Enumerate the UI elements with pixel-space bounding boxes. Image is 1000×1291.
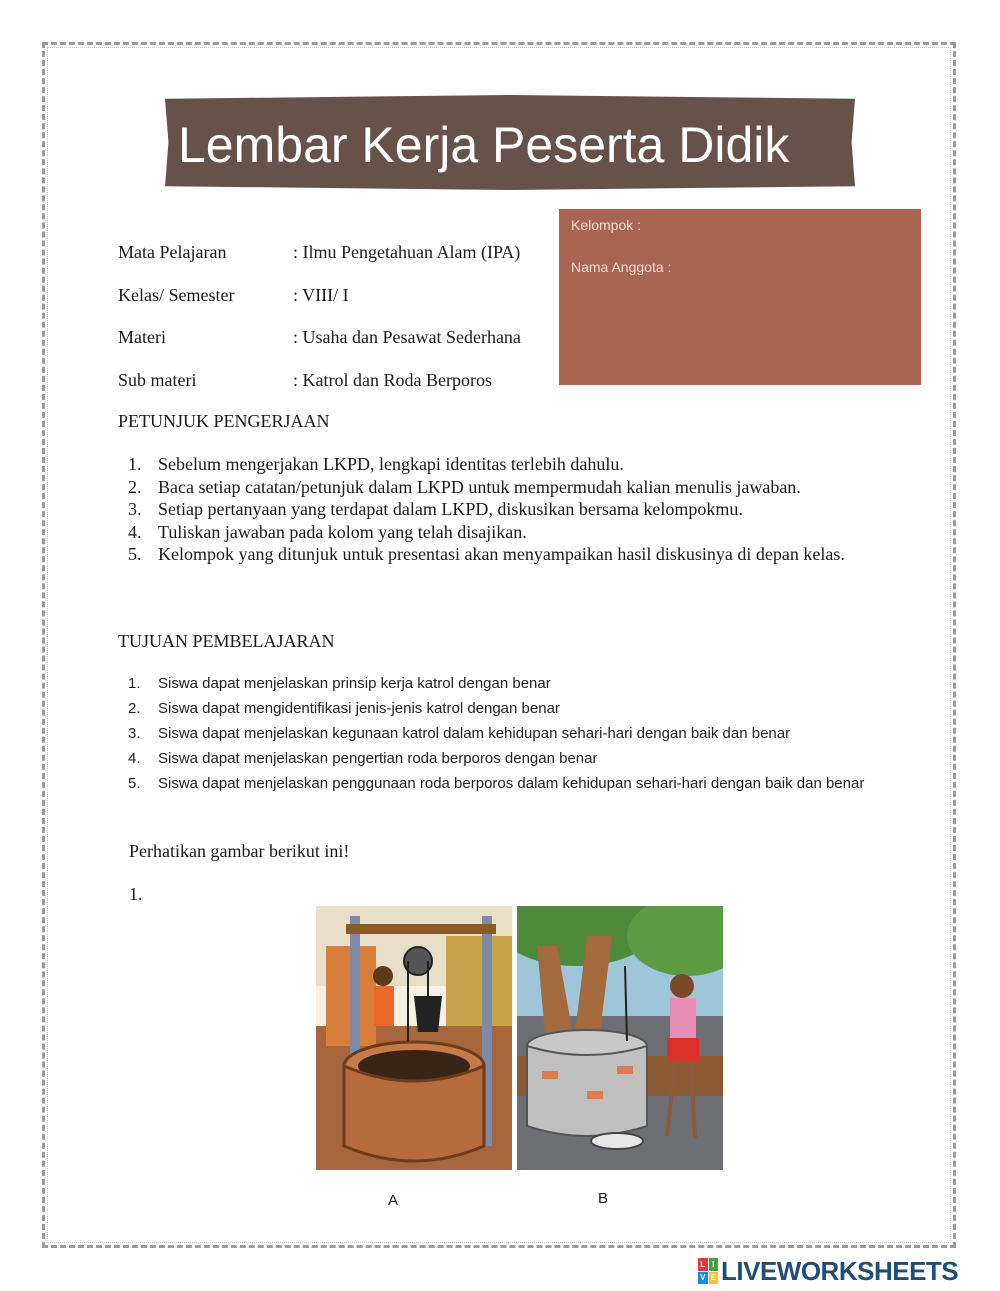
page-title: Lembar Kerja Peserta Didik xyxy=(178,117,790,173)
liveworksheets-logo[interactable] xyxy=(698,1256,958,1286)
liveworksheets-mark-icon: L I V E xyxy=(698,1258,718,1284)
liveworksheets-brand: LIVEWORKSHEETS xyxy=(721,1255,959,1286)
list-item: 2. Baca setiap catatan/petunjuk dalam LKPD untuk mempermudah kalian menulis jawaban. xyxy=(128,476,801,497)
list-item: 3. Siswa dapat menjelaskan kegunaan katrol dalam kehidupan sehari-hari dengan baik dan benar xyxy=(128,725,791,742)
info-label-mapel: Mata Pelajaran xyxy=(118,242,227,262)
info-value-mapel: : Ilmu Pengetahuan Alam (IPA) xyxy=(293,242,521,262)
info-value-submateri: : Katrol dan Roda Berporos xyxy=(293,370,492,390)
list-item: 4. Siswa dapat menjelaskan pengertian roda berporos dengan benar xyxy=(128,750,598,767)
image-a-well-pulley xyxy=(316,906,512,1170)
nama-anggota-label: Nama Anggota : xyxy=(571,259,672,275)
list-item: 4. Tuliskan jawaban pada kolom yang telah disajikan. xyxy=(128,521,527,542)
info-label-materi: Materi xyxy=(118,327,166,347)
info-label-submateri: Sub materi xyxy=(118,370,197,390)
perhatikan-text: Perhatikan gambar berikut ini! xyxy=(129,841,350,861)
caption-a: A xyxy=(388,1192,399,1209)
info-value-materi: : Usaha dan Pesawat Sederhana xyxy=(293,327,521,347)
kelompok-label: Kelompok : xyxy=(571,217,642,233)
list-item: 5. Siswa dapat menjelaskan penggunaan roda berporos dalam kehidupan sehari-hari dengan baik dan benar xyxy=(128,775,865,792)
petunjuk-heading: PETUNJUK PENGERJAAN xyxy=(118,411,330,431)
image-b-well-axle xyxy=(517,906,723,1170)
caption-b: B xyxy=(598,1190,609,1207)
list-item: 3. Setiap pertanyaan yang terdapat dalam LKPD, diskusikan bersama kelompokmu. xyxy=(128,499,743,519)
list-item: 5. Kelompok yang ditunjuk untuk presentasi akan menyampaikan hasil diskusinya di depan kelas. xyxy=(128,544,845,564)
list-item: 1. Sebelum mengerjakan LKPD, lengkapi identitas terlebih dahulu. xyxy=(128,454,624,474)
petunjuk-list xyxy=(128,453,868,566)
tujuan-heading: TUJUAN PEMBELAJARAN xyxy=(118,631,335,651)
info-value-kelas: : VIII/ I xyxy=(293,285,349,305)
group-info-box[interactable] xyxy=(559,209,921,385)
list-item: 1. Siswa dapat menjelaskan prinsip kerja katrol dengan benar xyxy=(128,675,551,692)
info-label-kelas: Kelas/ Semester xyxy=(118,285,235,305)
list-item: 2. Siswa dapat mengidentifikasi jenis-jenis katrol dengan benar xyxy=(128,700,560,717)
tujuan-list xyxy=(128,671,888,796)
question-number: 1. xyxy=(129,884,143,904)
